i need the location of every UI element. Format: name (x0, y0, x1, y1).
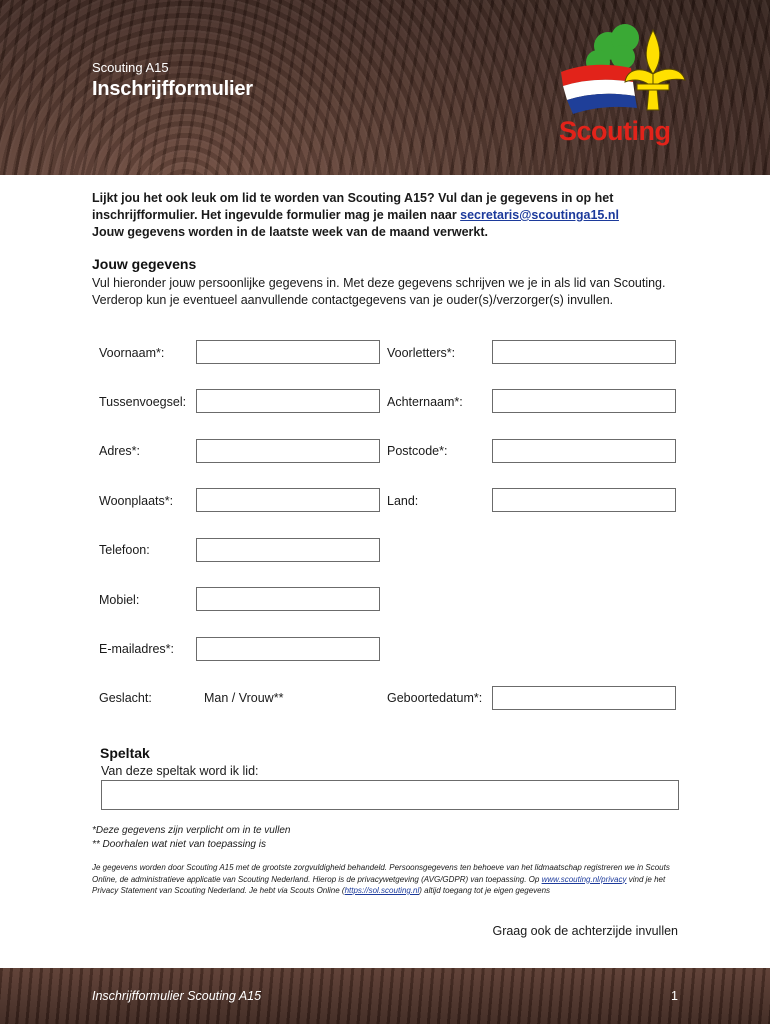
geslacht-options[interactable]: Man / Vrouw** (204, 691, 284, 705)
scouting-logo (553, 22, 703, 152)
section-title-speltak: Speltak (100, 745, 150, 761)
tussenvoegsel-field[interactable] (196, 389, 380, 413)
mobiel-field[interactable] (196, 587, 380, 611)
privacy-text-3: ) altijd toegang tot je eigen gegevens (419, 886, 551, 895)
section-description-personal: Vul hieronder jouw persoonlijke gegevens in. Met deze gegevens schrijven we je in als lid van Scouting. Verderop kun je eventueel aanvullende contactgegevens van je ouder(s)/verzorger(s) invullen. (92, 276, 666, 307)
page-title: Inschrijfformulier (92, 78, 253, 100)
voorletters-field[interactable] (492, 340, 676, 364)
secretary-email-link[interactable]: secretaris@scoutinga15.nl (460, 208, 619, 222)
required-note: *Deze gegevens zijn verplicht om in te vullen (92, 825, 291, 836)
voornaam-field[interactable] (196, 340, 380, 364)
telefoon-field[interactable] (196, 538, 380, 562)
scouting-emblem-icon (553, 22, 703, 122)
postcode-field[interactable] (492, 439, 676, 463)
voornaam-label: Voornaam*: (99, 346, 165, 360)
privacy-link[interactable]: www.scouting.nl/privacy (541, 874, 627, 884)
field-notes (92, 824, 290, 852)
privacy-statement (92, 862, 682, 897)
logo-wordmark: Scouting (559, 116, 671, 146)
woonplaats-label: Woonplaats*: (99, 494, 174, 508)
page-number: 1 (671, 989, 678, 1003)
mobiel-label: Mobiel: (99, 593, 140, 607)
intro-line-2 (92, 207, 692, 224)
footer-banner (0, 968, 770, 1024)
scouts-online-link[interactable]: https://sol.scouting.nl (344, 886, 420, 895)
backside-note: Graag ook de achterzijde invullen (492, 924, 678, 938)
postcode-label: Postcode*: (387, 444, 448, 458)
email-field[interactable] (196, 637, 380, 661)
woonplaats-field[interactable] (196, 488, 380, 512)
voorletters-label: Voorletters*: (387, 346, 456, 360)
intro-text (92, 190, 692, 241)
footer-title: Inschrijfformulier Scouting A15 (92, 989, 262, 1003)
section-title-personal: Jouw gegevens (92, 256, 197, 272)
organization-name: Scouting A15 (92, 60, 169, 75)
geslacht-label: Geslacht: (99, 691, 152, 705)
adres-label: Adres*: (99, 444, 140, 458)
intro-line-1: Lijkt jou het ook leuk om lid te worden van Scouting A15? Vul dan je gegevens in op het (92, 191, 614, 205)
intro-line-2-text: inschrijfformulier. Het ingevulde formulier mag je mailen naar (92, 208, 461, 222)
achternaam-field[interactable] (492, 389, 676, 413)
achternaam-label: Achternaam*: (387, 395, 463, 409)
telefoon-label: Telefoon: (99, 543, 150, 557)
tussenvoegsel-label: Tussenvoegsel: (99, 395, 187, 409)
strike-note: ** Doorhalen wat niet van toepassing is (92, 839, 266, 850)
geboortedatum-label: Geboortedatum*: (387, 691, 483, 705)
geboortedatum-field[interactable] (492, 686, 676, 710)
speltak-field[interactable] (101, 780, 679, 810)
speltak-label: Van deze speltak word ik lid: (101, 764, 259, 778)
land-label: Land: (387, 494, 419, 508)
privacy-text-1: Je gegevens worden door Scouting A15 met de grootste zorgvuldigheid behandeld. Persoonsgegevens ten behoeve van het lidmaatschap registreren we in Scouts Online, de administratieve applicatie van Scouting Nederland. Hierop is de privacywetgeving (AVG/GDPR) van toepassing. Op (92, 863, 670, 884)
email-label: E-mailadres*: (99, 642, 175, 656)
land-field[interactable] (492, 488, 676, 512)
header-banner (0, 0, 770, 175)
intro-line-3: Jouw gegevens worden in de laatste week van de maand verwerkt. (92, 225, 488, 239)
adres-field[interactable] (196, 439, 380, 463)
privacy-text-2: vind je het Privacy Statement van Scouting Nederland. Je hebt via Scouts Online ( (92, 874, 666, 895)
